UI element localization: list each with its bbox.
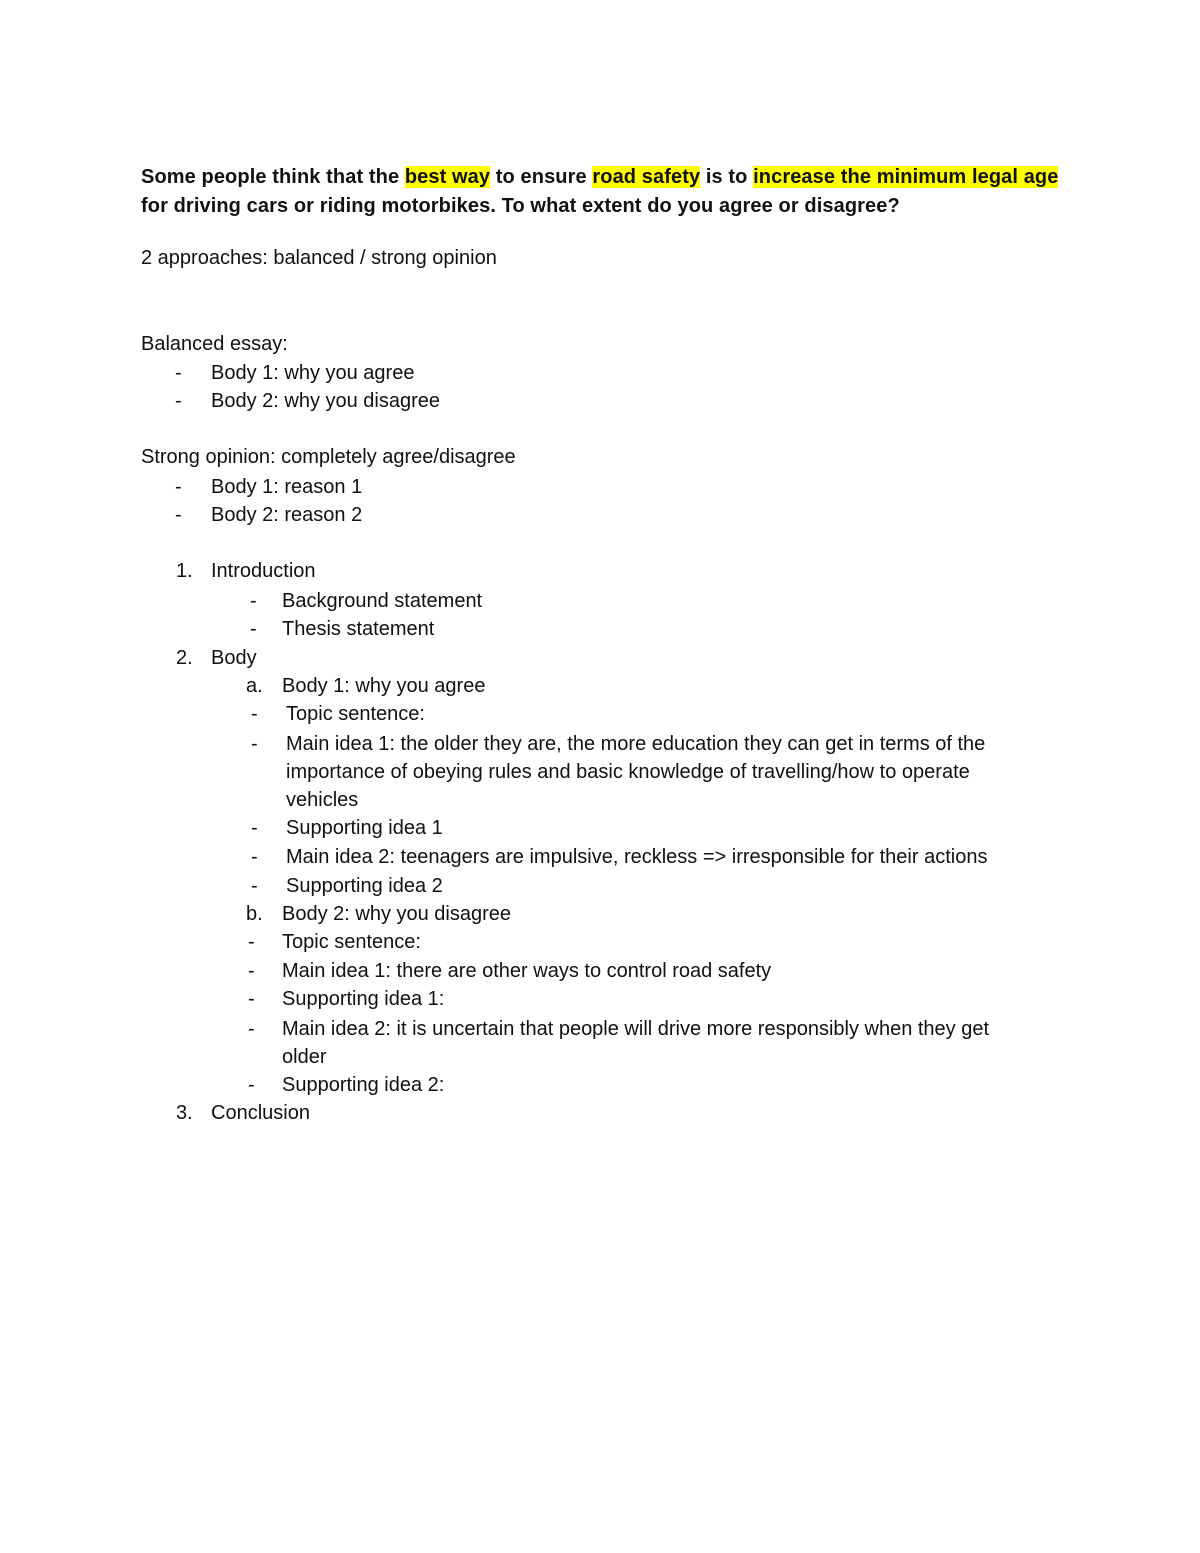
highlight-best-way: best way (404, 166, 491, 188)
question-text: is to (700, 166, 754, 188)
outline-body-2: Body 2: why you disagree (282, 903, 512, 925)
list-item: Body 1: reason 1 (211, 476, 363, 498)
outline-body-1: Body 1: why you agree (282, 675, 486, 697)
list-marker: - (251, 703, 258, 725)
list-marker: - (250, 618, 257, 640)
highlight-minimum-legal-age: increase the minimum legal age (753, 166, 1059, 188)
list-item: Main idea 1: the older they are, the more education they can get in terms of the (286, 733, 986, 755)
list-marker: - (251, 817, 258, 839)
list-item: Main idea 1: there are other ways to control road safety (282, 960, 772, 982)
list-item: Topic sentence: (282, 931, 421, 953)
highlight-road-safety: road safety (592, 166, 701, 188)
essay-question (141, 163, 1061, 221)
strong-opinion-heading: Strong opinion: completely agree/disagree (141, 446, 516, 468)
list-item: Body 1: why you agree (211, 362, 415, 384)
list-item-continuation: older (282, 1046, 327, 1068)
outline-letter: b. (246, 903, 263, 925)
list-item: Supporting idea 2 (286, 875, 443, 897)
list-marker: - (250, 590, 257, 612)
list-item-continuation: importance of obeying rules and basic knowledge of travelling/how to operate (286, 761, 970, 783)
balanced-essay-heading: Balanced essay: (141, 333, 288, 355)
list-item: Main idea 2: it is uncertain that people will drive more responsibly when they get (282, 1018, 990, 1040)
outline-number: 3. (176, 1102, 193, 1124)
list-item: Supporting idea 1: (282, 988, 445, 1010)
list-marker: - (248, 1018, 255, 1040)
list-marker: - (248, 988, 255, 1010)
list-item: Topic sentence: (286, 703, 425, 725)
list-marker: - (251, 846, 258, 868)
outline-letter: a. (246, 675, 263, 697)
outline-conclusion: Conclusion (211, 1102, 310, 1124)
list-marker: - (175, 476, 182, 498)
outline-number: 2. (176, 647, 193, 669)
list-item: Body 2: reason 2 (211, 504, 363, 526)
approaches-line: 2 approaches: balanced / strong opinion (141, 247, 497, 269)
list-marker: - (248, 1074, 255, 1096)
outline-introduction: Introduction (211, 560, 316, 582)
question-text: to ensure (490, 166, 593, 188)
list-item-continuation: vehicles (286, 789, 359, 811)
outline-body: Body (211, 647, 257, 669)
list-item: Main idea 2: teenagers are impulsive, reckless => irresponsible for their actions (286, 846, 988, 868)
list-marker: - (175, 390, 182, 412)
question-text: Some people think that the (141, 166, 405, 188)
list-item: Supporting idea 2: (282, 1074, 445, 1096)
outline-number: 1. (176, 560, 193, 582)
list-marker: - (175, 504, 182, 526)
list-marker: - (248, 931, 255, 953)
question-text: for driving cars or riding motorbikes. To what extent do you agree or disagree? (141, 195, 900, 217)
list-marker: - (175, 362, 182, 384)
list-item: Background statement (282, 590, 483, 612)
list-item: Supporting idea 1 (286, 817, 443, 839)
list-marker: - (251, 733, 258, 755)
list-marker: - (248, 960, 255, 982)
list-marker: - (251, 875, 258, 897)
list-item: Thesis statement (282, 618, 435, 640)
list-item: Body 2: why you disagree (211, 390, 441, 412)
